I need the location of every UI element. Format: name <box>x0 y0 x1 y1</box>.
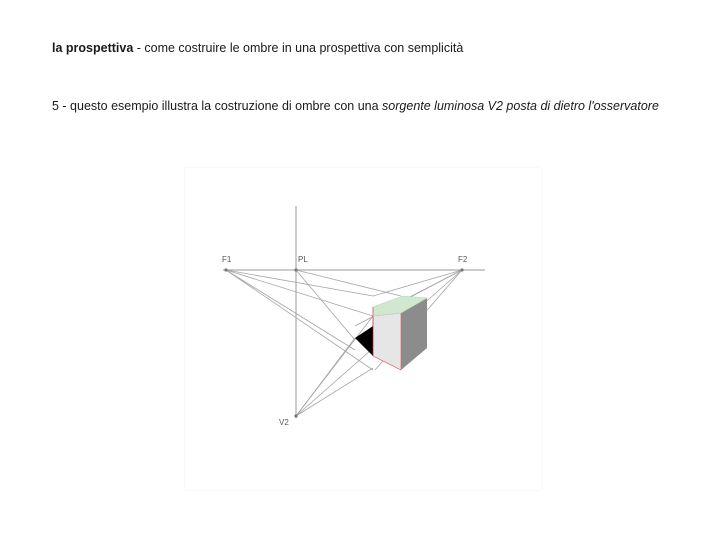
heading-topic: la prospettiva <box>52 41 134 55</box>
diagram-svg <box>185 168 541 490</box>
label-f2: F2 <box>458 255 468 264</box>
label-pl: PL <box>298 255 308 264</box>
description-text: 5 - questo esempio illustra la costruzione di ombre con una <box>52 99 383 113</box>
perspective-diagram <box>185 168 541 490</box>
pl-point <box>294 268 297 271</box>
box-front-face <box>373 313 401 370</box>
f1-point <box>224 268 227 271</box>
f2-point <box>460 268 463 271</box>
label-v2: V2 <box>279 418 289 427</box>
heading-subtitle: - come costruire le ombre in una prospettiva con semplicità <box>133 41 464 55</box>
page-heading <box>52 40 463 56</box>
description-italic: sorgente luminosa V2 posta di dietro l'osservatore <box>382 99 659 113</box>
label-f1: F1 <box>222 255 232 264</box>
cast-shadow <box>355 326 373 356</box>
v2-point <box>294 414 297 417</box>
example-description <box>52 98 672 114</box>
